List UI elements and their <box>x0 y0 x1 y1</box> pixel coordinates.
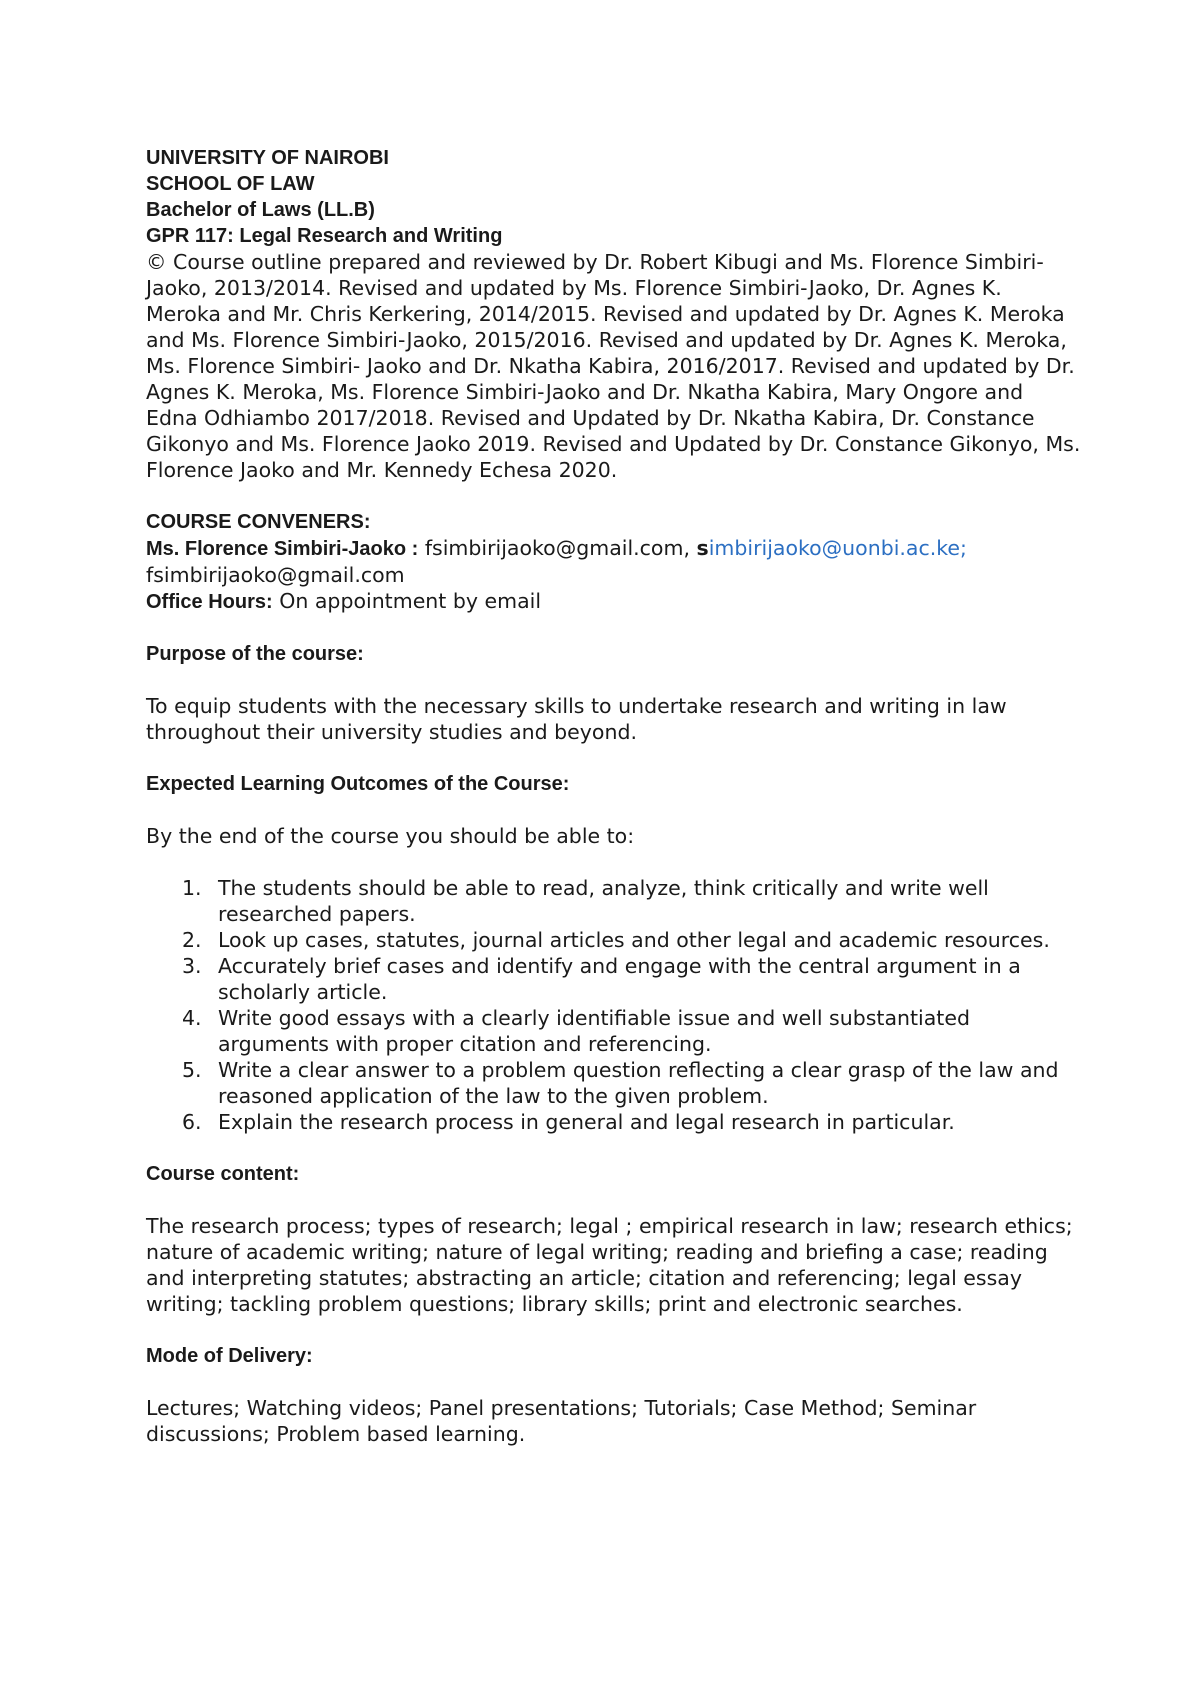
list-item <box>146 953 1081 1005</box>
list-item-text: The students should be able to read, analyze, think critically and write well researched papers. <box>218 876 989 926</box>
school-name: SCHOOL OF LAW <box>146 173 315 195</box>
list-item <box>146 875 1081 927</box>
list-item-text: Write a clear answer to a problem question reflecting a clear grasp of the law and reasoned application of the law to the given problem. <box>218 1058 1059 1108</box>
convener-contact <box>146 535 1081 562</box>
list-item-number: 4. <box>182 1006 202 1030</box>
office-hours-value: On appointment by email <box>279 589 542 613</box>
outcomes-intro: By the end of the course you should be able to: <box>146 824 635 848</box>
course-outline-page <box>146 145 1081 1447</box>
list-item <box>146 1057 1081 1109</box>
outcomes-heading: Expected Learning Outcomes of the Course: <box>146 773 570 795</box>
list-item-text: Write good essays with a clearly identifiable issue and well substantiated arguments with proper citation and referencing. <box>218 1006 970 1056</box>
office-hours-label: Office Hours: <box>146 591 273 613</box>
list-item-number: 6. <box>182 1110 202 1134</box>
list-item-number: 3. <box>182 954 202 978</box>
convener-email-3: fsimbirijaoko@gmail.com <box>146 563 405 587</box>
convener-email-2-rest: imbirijaoko@uonbi.ac.ke; <box>708 536 967 560</box>
degree-name: Bachelor of Laws (LL.B) <box>146 199 375 221</box>
office-hours <box>146 588 1081 615</box>
purpose-text: To equip students with the necessary skills to undertake research and writing in law throughout their university studies and beyond. <box>146 694 1007 744</box>
list-item-text: Accurately brief cases and identify and engage with the central argument in a scholarly article. <box>218 954 1021 1004</box>
convener-email-2[interactable] <box>697 536 967 560</box>
delivery-text: Lectures; Watching videos; Panel presentations; Tutorials; Case Method; Seminar discussions; Problem based learning. <box>146 1396 977 1446</box>
content-text: The research process; types of research; legal ; empirical research in law; research ethics; nature of academic writing; nature of legal writing; reading and briefing a case; reading and interpreting statutes; abstracting an article; citation and referencing; legal essay writing; tackling problem questions; library skills; print and electronic searches. <box>146 1214 1073 1316</box>
list-item-number: 1. <box>182 876 202 900</box>
list-item <box>146 1109 1081 1135</box>
convener-name: Ms. Florence Simbiri-Jaoko : <box>146 538 419 560</box>
content-heading: Course content: <box>146 1163 300 1185</box>
list-item <box>146 927 1081 953</box>
convener-email-2-first-letter: s <box>696 536 709 560</box>
university-name: UNIVERSITY OF NAIROBI <box>146 147 389 169</box>
course-title: GPR 117: Legal Research and Writing <box>146 225 503 247</box>
convener-email-1: fsimbirijaoko@gmail.com, <box>424 536 690 560</box>
outcomes-list <box>146 875 1081 1135</box>
list-item-number: 2. <box>182 928 202 952</box>
copyright-paragraph: © Course outline prepared and reviewed by Dr. Robert Kibugi and Ms. Florence Simbiri-Jaoko, 2013/2014. Revised and updated by Ms. Florence Simbiri-Jaoko, Dr. Agnes K. Meroka and Mr. Chris Kerkering, 2014/2015. Revised and updated by Dr. Agnes K. Meroka and Ms. Florence Simbiri-Jaoko, 2015/2016. Revised and updated by Dr. Agnes K. Meroka, Ms. Florence Simbiri- Jaoko and Dr. Nkatha Kabira, 2016/2017. Revised and updated by Dr. Agnes K. Meroka, Ms. Florence Simbiri-Jaoko and Dr. Nkatha Kabira, Mary Ongore and Edna Odhiambo 2017/2018. Revised and Updated by Dr. Nkatha Kabira, Dr. Constance Gikonyo and Ms. Florence Jaoko 2019. Revised and Updated by Dr. Constance Gikonyo, Ms. Florence Jaoko and Mr. Kennedy Echesa 2020. <box>146 250 1081 482</box>
purpose-heading: Purpose of the course: <box>146 643 364 665</box>
list-item <box>146 1005 1081 1057</box>
list-item-text: Explain the research process in general and legal research in particular. <box>218 1110 955 1134</box>
list-item-text: Look up cases, statutes, journal articles and other legal and academic resources. <box>218 928 1050 952</box>
delivery-heading: Mode of Delivery: <box>146 1345 313 1367</box>
list-item-number: 5. <box>182 1058 202 1082</box>
conveners-heading: COURSE CONVENERS: <box>146 511 371 533</box>
